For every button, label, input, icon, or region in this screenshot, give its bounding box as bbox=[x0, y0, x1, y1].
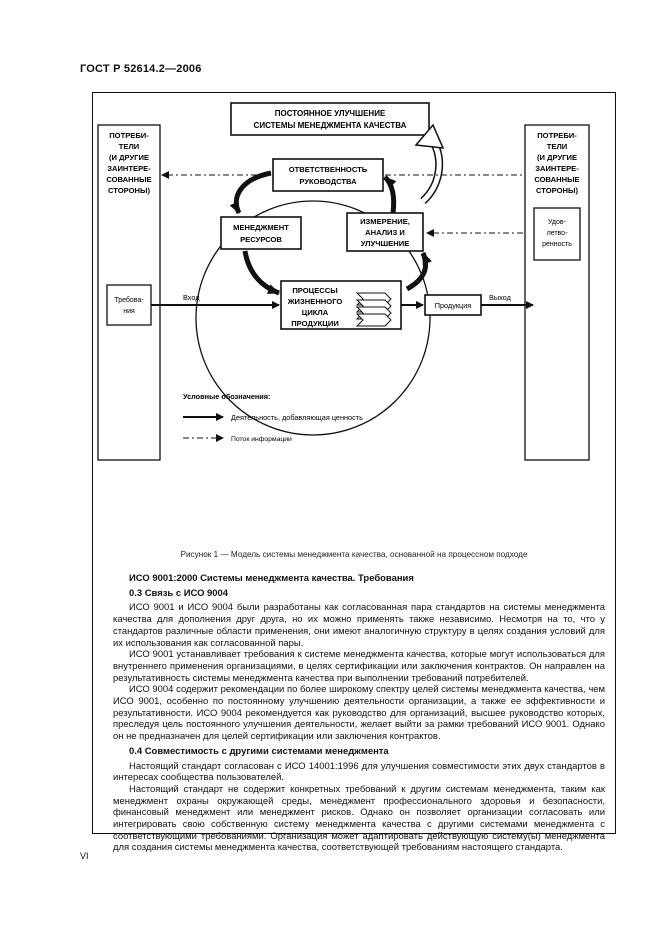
document-header: ГОСТ Р 52614.2—2006 bbox=[80, 63, 202, 75]
top-box-line-2: СИСТЕМЫ МЕНЕДЖМЕНТА КАЧЕСТВА bbox=[253, 121, 407, 130]
svg-text:ЖИЗНЕННОГО: ЖИЗНЕННОГО bbox=[287, 297, 343, 306]
svg-text:ПОТРЕБИ-: ПОТРЕБИ- bbox=[537, 131, 577, 140]
continuous-improvement-box bbox=[231, 103, 429, 135]
paragraph: Настоящий стандарт не содержит конкретных требований к другим системам менеджмента, таким как менеджмент охраны окружающей среды, менеджмент профессионального здоровья и безопасности, финансовый менеджмент или менеджмент рисков. Однако он позволяет организации согласовать или интегрировать свою собственную систему менеджмента качества с другими системами менеджмента с соответствующими требованиями. Организация может адаптировать действующую систему(ы) менеджмента для создания системы менеджмента качества, соответствующей требованиям настоящего стандарта. bbox=[113, 783, 605, 854]
svg-text:ИЗМЕРЕНИЕ,: ИЗМЕРЕНИЕ, bbox=[360, 217, 410, 226]
svg-text:СОВАННЫЕ: СОВАННЫЕ bbox=[534, 175, 580, 184]
svg-text:СТОРОНЫ): СТОРОНЫ) bbox=[108, 186, 150, 195]
svg-text:ренность: ренность bbox=[542, 241, 572, 248]
qms-process-model-diagram bbox=[93, 93, 615, 548]
management-responsibility-box bbox=[273, 159, 383, 191]
product-realization-box bbox=[281, 281, 401, 329]
measurement-analysis-box bbox=[347, 213, 423, 251]
legend-value-label: Деятельность, добавляющая ценность bbox=[231, 413, 363, 422]
requirements-box bbox=[107, 285, 151, 325]
svg-text:летво-: летво- bbox=[546, 230, 568, 237]
svg-text:ния: ния bbox=[123, 308, 135, 315]
svg-text:Требова-: Требова- bbox=[114, 297, 144, 304]
legend-info-label: Поток информации bbox=[231, 436, 292, 443]
svg-text:ЦИКЛА: ЦИКЛА bbox=[301, 308, 329, 317]
svg-text:Продукция: Продукция bbox=[434, 301, 472, 310]
resource-management-box bbox=[221, 217, 301, 249]
svg-text:СТОРОНЫ): СТОРОНЫ) bbox=[536, 186, 578, 195]
top-box-line-1: ПОСТОЯННОЕ УЛУЧШЕНИЕ bbox=[274, 109, 386, 118]
svg-text:Удов-: Удов- bbox=[548, 219, 566, 226]
svg-text:МЕНЕДЖМЕНТ: МЕНЕДЖМЕНТ bbox=[233, 223, 289, 232]
svg-text:ЗАИНТЕРЕ-: ЗАИНТЕРЕ- bbox=[107, 164, 151, 173]
paragraph: Настоящий стандарт согласован с ИСО 14001:1996 для улучшения совместимости этих двух стандартов в интересах сообщества пользователей. bbox=[113, 760, 605, 784]
iso-9001-title: ИСО 9001:2000 Системы менеджмента качества. Требования bbox=[129, 573, 414, 584]
product-box bbox=[425, 295, 481, 315]
svg-text:ПРОДУКЦИИ: ПРОДУКЦИИ bbox=[291, 319, 339, 328]
svg-text:ОТВЕТСТВЕННОСТЬ: ОТВЕТСТВЕННОСТЬ bbox=[288, 165, 368, 174]
paragraph: ИСО 9001 и ИСО 9004 были разработаны как согласованная пара стандартов на системы менеджмента качества для дополнения друг друга, но их можно применять также независимо. Несмотря на то, что у стандартов различные области применения, они имеют аналогичную структуру в целях создания условий для их использования как согласованной пары. bbox=[113, 602, 605, 649]
output-label: Выход bbox=[489, 293, 511, 302]
svg-text:ТЕЛИ: ТЕЛИ bbox=[546, 142, 568, 151]
legend bbox=[183, 392, 363, 443]
svg-text:УЛУЧШЕНИЕ: УЛУЧШЕНИЕ bbox=[360, 239, 410, 248]
svg-text:(И ДРУГИЕ: (И ДРУГИЕ bbox=[108, 153, 150, 162]
figure-caption: Рисунок 1 — Модель системы менеджмента качества, основанной на процессном подходе bbox=[180, 550, 528, 559]
svg-text:ТЕЛИ: ТЕЛИ bbox=[118, 142, 140, 151]
customers-right-box bbox=[525, 125, 589, 460]
paragraph: ИСО 9004 содержит рекомендации по более широкому спектру целей системы менеджмента качества, чем ИСО 9001, особенно по постоянному улучшению деятельности организации, а также ее эффективности и результативности. ИСО 9004 рекомендуется как руководство для организаций, высшее руководство которых, преследуя цель постоянного улучшения деятельности, желает выйти за рамки требований ИСО 9001. Однако он не предназначен для целей сертификации или заключения контрактов. bbox=[113, 684, 605, 743]
svg-text:РЕСУРСОВ: РЕСУРСОВ bbox=[240, 235, 282, 244]
section-0-4-heading: 0.4 Совместимость с другими системами менеджмента bbox=[129, 745, 389, 757]
svg-text:ПРОЦЕССЫ: ПРОЦЕССЫ bbox=[292, 286, 338, 295]
svg-text:СОВАННЫЕ: СОВАННЫЕ bbox=[106, 175, 152, 184]
svg-text:(И ДРУГИЕ: (И ДРУГИЕ bbox=[536, 153, 578, 162]
section-0-3-heading: 0.3 Связь с ИСО 9004 bbox=[129, 587, 229, 599]
svg-text:ПОТРЕБИ-: ПОТРЕБИ- bbox=[109, 131, 149, 140]
page-number: VI bbox=[80, 851, 89, 861]
body-text bbox=[113, 573, 605, 854]
process-chevrons-icon bbox=[357, 293, 391, 326]
svg-text:АНАЛИЗ И: АНАЛИЗ И bbox=[365, 228, 405, 237]
page-frame bbox=[92, 92, 616, 854]
svg-text:РУКОВОДСТВА: РУКОВОДСТВА bbox=[299, 177, 357, 186]
improvement-curved-arrow-icon bbox=[416, 125, 443, 201]
svg-text:ЗАИНТЕРЕ-: ЗАИНТЕРЕ- bbox=[535, 164, 579, 173]
input-label: Вход bbox=[183, 293, 200, 302]
satisfaction-box bbox=[534, 208, 580, 260]
legend-title: Условные обозначения: bbox=[183, 392, 271, 401]
paragraph: ИСО 9001 устанавливает требования к системе менеджмента качества, которые могут использоваться для внутреннего применения организациями, в целях сертификации или заключения контрактов. Он направлен на результативность системы менеджмента качества при выполнении требований потребителей. bbox=[113, 649, 605, 684]
